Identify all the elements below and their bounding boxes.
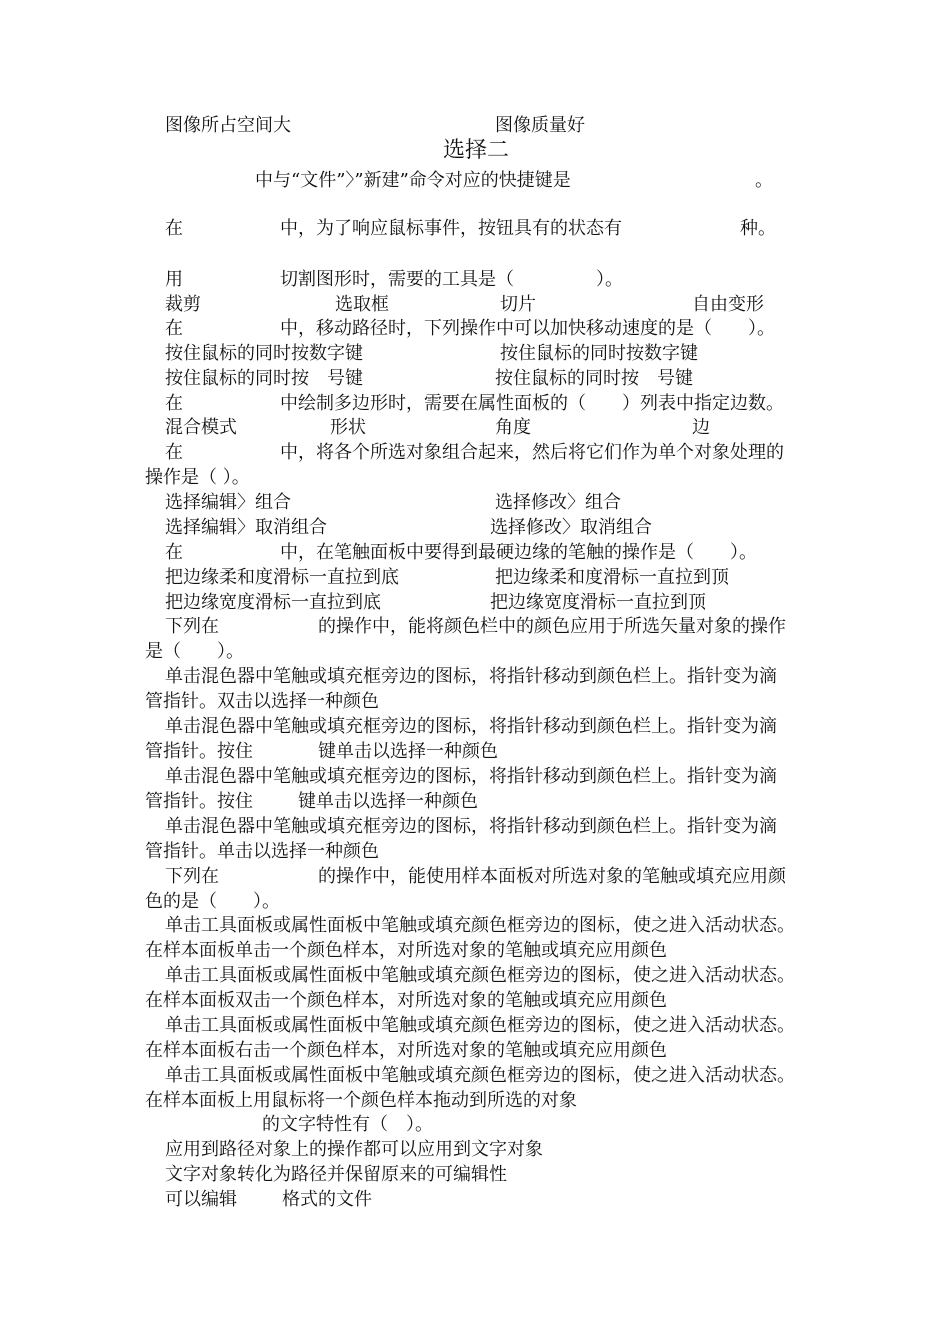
option-text: 管指针。双击以选择一种颜色: [145, 691, 379, 712]
option-text: 在样本面板双击一个颜色样本，对所选对象的笔触或填充应用颜色: [145, 990, 667, 1011]
question-text: 下列在: [165, 866, 219, 887]
question-text: 在: [165, 542, 183, 563]
question-text: 中，将各个所选对象组合起来，然后将它们作为单个对象处理的: [280, 442, 784, 463]
option-text: 在样本面板右击一个颜色样本，对所选对象的笔触或填充应用颜色: [145, 1040, 667, 1061]
option-text: 自由变形: [692, 294, 764, 315]
question-text: 的文字特性有（ ）。: [262, 1114, 433, 1135]
question-text: 中，移动路径时，下列操作中可以加快移动速度的是（ ）。: [280, 318, 775, 339]
option-text: 单击工具面板或属性面板中笔触或填充颜色框旁边的图标，使之进入活动状态。: [165, 965, 795, 986]
question-text: 中与“文件”〉”新建”命令对应的快捷键是: [255, 170, 571, 191]
question-text: 在: [165, 218, 183, 239]
option-text: 把边缘宽度滑标一直拉到顶: [490, 592, 706, 613]
option-text: 单击混色器中笔触或填充框旁边的图标，将指针移动到颜色栏上。指针变为滴: [165, 666, 777, 687]
question-text: 中，在笔触面板中要得到最硬边缘的笔触的操作是（ ）。: [280, 542, 757, 563]
option-text: 单击工具面板或属性面板中笔触或填充颜色框旁边的图标，使之进入活动状态。: [165, 915, 795, 936]
question-text: 是（ ）。: [145, 641, 244, 662]
option-text: 在样本面板单击一个颜色样本，对所选对象的笔触或填充应用颜色: [145, 940, 667, 961]
question-text: 的操作中，能使用样本面板对所选对象的笔触或填充应用颜: [318, 866, 786, 887]
question-text: 用: [165, 269, 183, 290]
option-text: 角度: [495, 417, 531, 438]
question-text: 种。: [740, 218, 776, 239]
option-text: 文字对象转化为路径并保留原来的可编辑性: [165, 1164, 507, 1185]
question-text: 在: [165, 318, 183, 339]
option-text: 键单击以选择一种颜色: [298, 791, 478, 812]
option-text: 号键: [657, 368, 693, 389]
question-text: 在: [165, 393, 183, 414]
option-text: 形状: [330, 417, 366, 438]
option-text: 选择编辑〉组合: [165, 492, 291, 513]
option-text: 切片: [500, 294, 536, 315]
option-text: 图像质量好: [495, 115, 585, 136]
option-text: 格式的文件: [282, 1189, 372, 1210]
option-text: 选择修改〉组合: [495, 492, 621, 513]
option-text: 选取框: [335, 294, 389, 315]
question-text: 操作是（ ）。: [145, 467, 250, 488]
option-text: 号键: [327, 368, 363, 389]
question-text: 在: [165, 442, 183, 463]
option-text: 边: [692, 417, 710, 438]
question-text: 下列在: [165, 616, 219, 637]
question-text: 的操作中，能将颜色栏中的颜色应用于所选矢量对象的操作: [318, 616, 786, 637]
option-text: 选择修改〉取消组合: [490, 517, 652, 538]
option-text: 单击工具面板或属性面板中笔触或填充颜色框旁边的图标，使之进入活动状态。: [165, 1015, 795, 1036]
question-text: 切割图形时，需要的工具是（: [280, 269, 514, 290]
section-title: 选择二: [443, 138, 510, 163]
option-text: 按住鼠标的同时按数字键: [165, 343, 363, 364]
option-text: 在样本面板上用鼠标将一个颜色样本拖动到所选的对象: [145, 1090, 577, 1111]
option-text: 按住鼠标的同时按: [165, 368, 309, 389]
option-text: 裁剪: [165, 294, 201, 315]
option-text: 单击混色器中笔触或填充框旁边的图标，将指针移动到颜色栏上。指针变为滴: [165, 716, 777, 737]
option-text: 键单击以选择一种颜色: [318, 741, 498, 762]
option-text: 管指针。单击以选择一种颜色: [145, 841, 379, 862]
option-text: 按住鼠标的同时按: [495, 368, 639, 389]
option-text: 管指针。按住: [145, 791, 253, 812]
option-text: 按住鼠标的同时按数字键: [500, 343, 698, 364]
option-text: 选择编辑〉取消组合: [165, 517, 327, 538]
option-text: 把边缘宽度滑标一直拉到底: [165, 592, 381, 613]
option-text: 可以编辑: [165, 1189, 237, 1210]
option-text: 单击工具面板或属性面板中笔触或填充颜色框旁边的图标，使之进入活动状态。: [165, 1065, 795, 1086]
option-text: 应用到路径对象上的操作都可以应用到文字对象: [165, 1139, 543, 1160]
option-text: 单击混色器中笔触或填充框旁边的图标，将指针移动到颜色栏上。指针变为滴: [165, 766, 777, 787]
question-text: 。: [755, 170, 773, 191]
question-text: 色的是（ ）。: [145, 891, 280, 912]
option-text: 把边缘柔和度滑标一直拉到底: [165, 567, 399, 588]
option-text: 把边缘柔和度滑标一直拉到顶: [495, 567, 729, 588]
option-text: 单击混色器中笔触或填充框旁边的图标，将指针移动到颜色栏上。指针变为滴: [165, 816, 777, 837]
question-text: 中，为了响应鼠标事件，按钮具有的状态有: [280, 218, 622, 239]
question-text: ）。: [596, 269, 623, 290]
question-text: 中绘制多边形时，需要在属性面板的（ ）列表中指定边数。: [280, 393, 784, 414]
option-text: 混合模式: [165, 417, 237, 438]
option-text: 图像所占空间大: [165, 115, 291, 136]
option-text: 管指针。按住: [145, 741, 253, 762]
